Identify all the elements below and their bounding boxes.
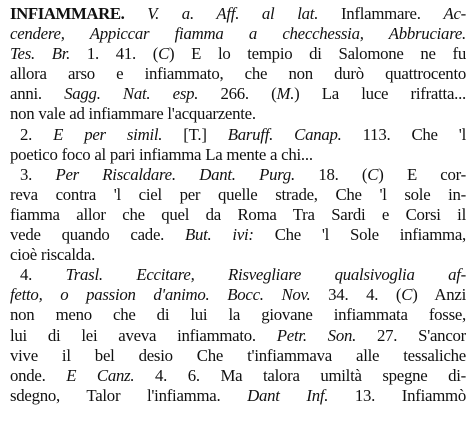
- entry-line: [10, 386, 466, 406]
- text-run: allora arso e infiammato, che non durò quattrocento: [10, 64, 466, 84]
- text-run: ) E lo tempio di Salomone ne fu: [169, 44, 466, 64]
- text-run: [T.]: [162, 124, 228, 144]
- italic-text: C: [158, 44, 170, 64]
- entry-line: [10, 285, 466, 305]
- text-run: 13. Infiammò: [328, 385, 466, 405]
- entry-line: [10, 205, 466, 225]
- text-run: poetico foco al pari infiamma La mente a chi...: [10, 144, 313, 164]
- italic-text: E per simil.: [53, 124, 163, 144]
- entry-line: [10, 64, 466, 84]
- italic-text: Ac-: [443, 4, 466, 23]
- text-run: onde.: [10, 365, 67, 385]
- italic-text: Dant Inf.: [247, 385, 329, 405]
- entry-line: [10, 145, 466, 165]
- text-run: 3.: [20, 164, 56, 184]
- text-run: ) E cor-: [378, 164, 466, 184]
- text-run: non vale ad infiammare l'acquarzente.: [10, 104, 256, 124]
- entry-line: [10, 225, 466, 245]
- entry-line: [10, 4, 466, 24]
- entry-line: [10, 125, 466, 145]
- italic-text: Tes. Br.: [10, 44, 71, 64]
- entry-line: [10, 305, 466, 325]
- italic-text: cendere, Appiccar fiamma a checchessia, Abbruciare.: [10, 24, 466, 44]
- entry-line: [10, 185, 466, 205]
- text-run: cioè riscalda.: [10, 245, 96, 265]
- italic-text: M.: [276, 84, 295, 104]
- text-run: 18. (: [294, 164, 368, 184]
- text-run: vive il bel desio Che t'infiammava alle tessaliche: [10, 345, 466, 365]
- entry-line: [10, 326, 466, 346]
- italic-text: E Canz.: [66, 365, 135, 385]
- entry-line: [10, 104, 466, 124]
- text-run: anni.: [10, 84, 65, 104]
- text-run: 4.: [20, 265, 66, 285]
- italic-text: Per Riscaldare. Dant. Purg.: [55, 164, 295, 184]
- headword: INFIAMMARE.: [10, 4, 125, 23]
- text-run: 34. 4. (: [310, 285, 402, 305]
- italic-text: Petr. Son.: [276, 325, 357, 345]
- text-run: lui di lei aveva infiammato.: [10, 325, 277, 345]
- text-run: Che 'l Sole infiamma,: [253, 225, 466, 245]
- text-run: 1. 41. (: [70, 44, 159, 64]
- entry-line: [10, 24, 466, 44]
- entry-line: [10, 245, 466, 265]
- text-run: fiamma allor che quel da Roma Tra Sardi e Corsi il: [10, 204, 466, 224]
- italic-text: V. a. Aff. al lat.: [147, 4, 319, 23]
- italic-text: fetto, o passion d'animo. Bocc. Nov.: [10, 285, 311, 305]
- italic-text: Sagg. Nat. esp.: [64, 84, 199, 104]
- entry-line: [10, 44, 466, 64]
- text-run: ) La luce rifratta...: [294, 84, 466, 104]
- entry-line: [10, 265, 466, 285]
- entry-line: [10, 346, 466, 366]
- text-run: vede quando cade.: [10, 225, 185, 245]
- entry-line: [10, 84, 466, 104]
- text-run: non meno che di lui la giovane infiammata fosse,: [10, 305, 466, 325]
- italic-text: Trasl. Eccitare, Risvegliare qualsivoglia af-: [65, 265, 466, 285]
- text-run: ) Anzi: [412, 285, 466, 305]
- text-run: reva contra 'l ciel per quelle strade, Che 'l sole in-: [10, 184, 466, 204]
- text-run: 27. S'ancor: [356, 325, 466, 345]
- text-run: 113. Che 'l: [341, 124, 466, 144]
- italic-text: C: [367, 164, 379, 184]
- entry-line: [10, 165, 466, 185]
- text-run: sdegno, Talor l'infiamma.: [10, 385, 248, 405]
- entry-line: [10, 366, 466, 386]
- text-run: 4. 6. Ma talora umiltà spegne di-: [134, 365, 466, 385]
- text-run: 266. (: [198, 84, 277, 104]
- text-run: 2.: [20, 124, 54, 144]
- text-run: Inflammare.: [318, 4, 444, 23]
- italic-text: C: [401, 285, 413, 305]
- italic-text: Baruff. Canap.: [227, 124, 342, 144]
- italic-text: But. ivi:: [185, 225, 254, 245]
